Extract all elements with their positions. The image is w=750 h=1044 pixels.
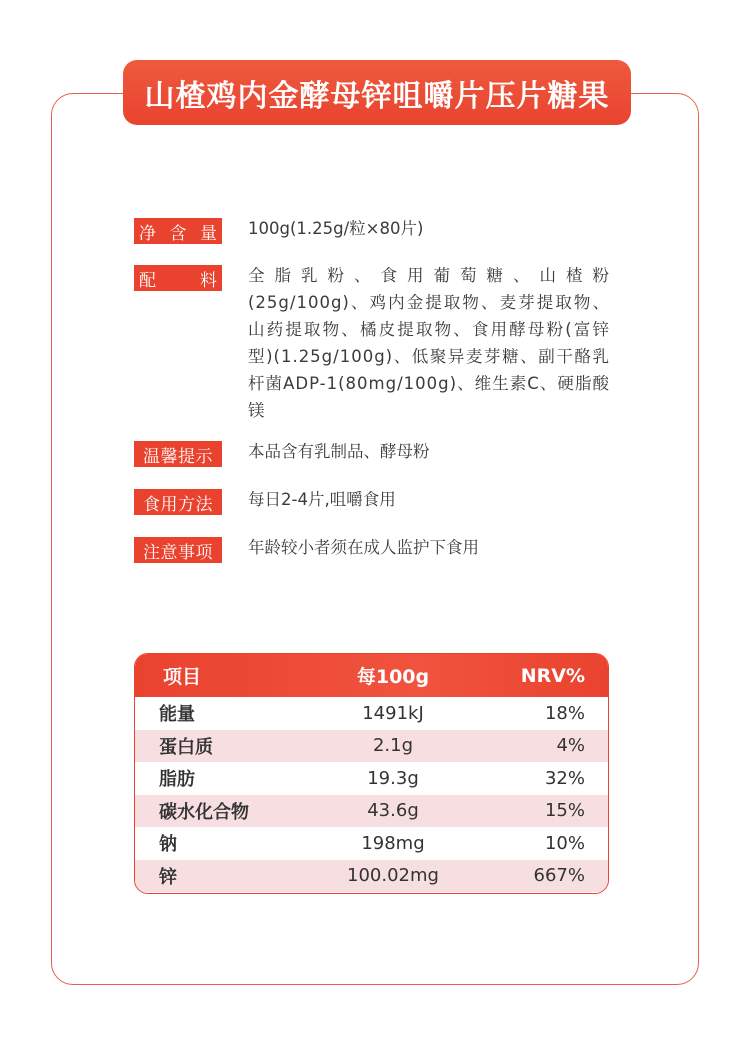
info-row-net-content	[134, 215, 610, 244]
table-row: 锌 100.02mg 667%	[135, 860, 608, 893]
table-row: 钠 198mg 10%	[159, 832, 585, 856]
info-label-net-content: 净 含 量	[134, 218, 222, 244]
info-row-reminder	[134, 438, 610, 467]
table-row: 碳水化合物 43.6g 15%	[135, 795, 608, 828]
info-row-usage	[134, 486, 610, 515]
info-label-usage: 食用方法	[134, 489, 222, 515]
info-value-reminder: 本品含有乳制品、酵母粉	[248, 442, 430, 461]
info-label-reminder: 温馨提示	[134, 441, 222, 467]
table-row: 脂肪 19.3g 32%	[159, 767, 585, 791]
info-value-net-content: 100g(1.25g/粒×80片)	[248, 219, 424, 238]
header-item: 项目	[163, 666, 202, 688]
table-row: 能量 1491kJ 18%	[159, 702, 585, 726]
nutrition-header	[135, 654, 608, 697]
product-title: 山楂鸡内金酵母锌咀嚼片压片糖果	[123, 60, 631, 125]
table-row: 蛋白质 2.1g 4%	[135, 730, 608, 763]
info-value-notes: 年龄较小者须在成人监护下食用	[248, 538, 479, 557]
info-row-ingredients	[134, 262, 610, 424]
info-row-notes	[134, 534, 610, 563]
nutrition-table	[134, 653, 609, 894]
header-nrv: NRV%	[520, 664, 585, 687]
info-label-ingredients: 配 料	[134, 265, 222, 291]
header-per-100g: 每100g	[356, 666, 430, 688]
info-value-usage: 每日2-4片,咀嚼食用	[248, 490, 396, 509]
info-label-notes: 注意事项	[134, 537, 222, 563]
info-value-ingredients: 全脂乳粉、食用葡萄糖、山楂粉(25g/100g)、鸡内金提取物、麦芽提取物、山药提取物、橘皮提取物、食用酵母粉(富锌型)(1.25g/100g)、低聚异麦芽糖、副干酪乳杆菌ADP-1(80mg/100g)、维生素C、硬脂酸镁	[248, 266, 610, 420]
